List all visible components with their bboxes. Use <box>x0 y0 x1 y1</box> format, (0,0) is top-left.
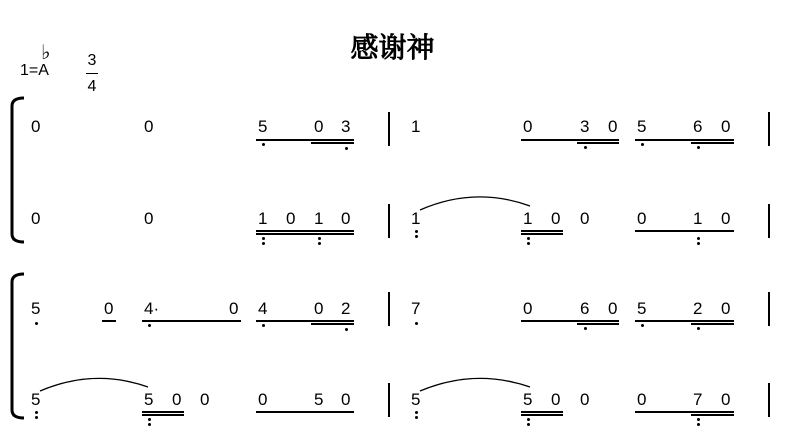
barline <box>768 112 770 146</box>
barline <box>388 112 390 146</box>
note: 0 <box>523 117 533 136</box>
note: 0 <box>580 209 590 228</box>
dot-below <box>148 423 151 426</box>
note: 4 <box>258 299 268 318</box>
note: 0 <box>172 390 182 409</box>
underline <box>635 139 734 141</box>
flat-sign: ♭ <box>41 42 51 64</box>
note: 5 <box>314 390 324 409</box>
note: 5 <box>637 299 647 318</box>
note: 1 <box>523 209 533 228</box>
underline <box>691 142 734 144</box>
note: 5 <box>144 390 154 409</box>
note: 5 <box>637 117 647 136</box>
underline <box>256 320 354 322</box>
dot-below <box>35 416 38 419</box>
underline <box>256 233 354 235</box>
note: 0 <box>551 209 561 228</box>
note: 0 <box>721 209 731 228</box>
note: 5 <box>31 299 41 318</box>
barline <box>768 292 770 326</box>
underline <box>311 142 354 144</box>
tie <box>418 374 532 394</box>
underline <box>142 320 241 322</box>
dot-below <box>697 418 700 421</box>
note: 1 <box>411 209 421 228</box>
underline <box>521 414 563 416</box>
note: 0 <box>721 299 731 318</box>
underline <box>691 414 734 416</box>
dot-below <box>527 237 530 240</box>
dot-below <box>527 418 530 421</box>
note: 0 <box>608 117 618 136</box>
note: 0 <box>314 117 324 136</box>
dot-below <box>697 242 700 245</box>
underline <box>521 139 619 141</box>
note: 7 <box>693 390 703 409</box>
barline <box>388 204 390 238</box>
dot-below <box>584 327 587 330</box>
underline <box>635 230 734 232</box>
dot-below <box>262 324 265 327</box>
note: 0 <box>144 117 154 136</box>
dot-below <box>415 416 418 419</box>
underline <box>521 320 619 322</box>
time-signature-top: 3 <box>87 52 97 69</box>
note: 0 <box>523 299 533 318</box>
note: 4· <box>144 299 160 318</box>
underline <box>142 411 184 413</box>
note: 1 <box>258 209 268 228</box>
dot-below <box>641 324 644 327</box>
underline <box>635 320 734 322</box>
note: 0 <box>341 209 351 228</box>
underline <box>691 323 734 325</box>
underline <box>577 323 619 325</box>
system-1-brace <box>8 96 28 244</box>
dot-below <box>35 322 38 325</box>
note: 5 <box>31 390 41 409</box>
note: 0 <box>31 117 41 136</box>
note: 3 <box>341 117 351 136</box>
dot-below <box>697 327 700 330</box>
dot-below <box>527 242 530 245</box>
dot-below <box>148 418 151 421</box>
note: 6 <box>693 117 703 136</box>
note: 2 <box>693 299 703 318</box>
dot-below <box>262 143 265 146</box>
note: 0 <box>637 390 647 409</box>
underline <box>521 230 563 232</box>
key-prefix: 1= <box>20 62 39 79</box>
dot-below <box>697 146 700 149</box>
note: 1 <box>693 209 703 228</box>
dot-below <box>35 411 38 414</box>
note: 0 <box>31 209 41 228</box>
underline <box>635 411 734 413</box>
note: 1 <box>411 117 421 136</box>
note: 1 <box>314 209 324 228</box>
barline <box>388 383 390 417</box>
system-2-brace <box>8 272 28 420</box>
underline <box>577 142 619 144</box>
underline <box>521 233 563 235</box>
underline <box>256 139 354 141</box>
note: 0 <box>341 390 351 409</box>
barline <box>768 204 770 238</box>
dot-below <box>415 411 418 414</box>
note: 0 <box>104 299 114 318</box>
dot-below <box>318 237 321 240</box>
underline <box>256 230 354 232</box>
time-signature <box>86 48 98 100</box>
underline <box>311 323 354 325</box>
note: 5 <box>258 117 268 136</box>
dot-below <box>415 235 418 238</box>
note: 5 <box>411 390 421 409</box>
note: 0 <box>200 390 210 409</box>
note: 0 <box>637 209 647 228</box>
dot-below <box>697 237 700 240</box>
underline <box>142 414 184 416</box>
note: 7 <box>411 299 421 318</box>
dot-below <box>345 147 348 150</box>
dot-below <box>415 322 418 325</box>
dot-below <box>415 230 418 233</box>
time-signature-bar <box>86 73 98 74</box>
underline <box>102 320 116 322</box>
dot-below <box>262 242 265 245</box>
underline <box>521 411 563 413</box>
note: 0 <box>721 390 731 409</box>
dot-below <box>262 237 265 240</box>
tie <box>418 192 532 212</box>
note: 3 <box>580 117 590 136</box>
note: 0 <box>314 299 324 318</box>
dot-below <box>697 423 700 426</box>
dot-below <box>345 328 348 331</box>
note: 0 <box>229 299 239 318</box>
note: 0 <box>144 209 154 228</box>
tie <box>38 374 150 394</box>
underline <box>256 411 354 413</box>
time-signature-bottom: 4 <box>87 78 97 95</box>
barline <box>768 383 770 417</box>
dot-below <box>318 242 321 245</box>
note: 0 <box>608 299 618 318</box>
note: 0 <box>721 117 731 136</box>
note: 2 <box>341 299 351 318</box>
key-note: A <box>38 62 49 79</box>
dot-below <box>527 423 530 426</box>
dot-below <box>584 146 587 149</box>
note: 0 <box>258 390 268 409</box>
dot-below <box>641 143 644 146</box>
note: 0 <box>580 390 590 409</box>
song-title: 感谢神 <box>350 31 435 64</box>
note: 6 <box>580 299 590 318</box>
note: 0 <box>286 209 296 228</box>
dot-below <box>148 324 151 327</box>
barline <box>388 292 390 326</box>
note: 5 <box>523 390 533 409</box>
note: 0 <box>551 390 561 409</box>
